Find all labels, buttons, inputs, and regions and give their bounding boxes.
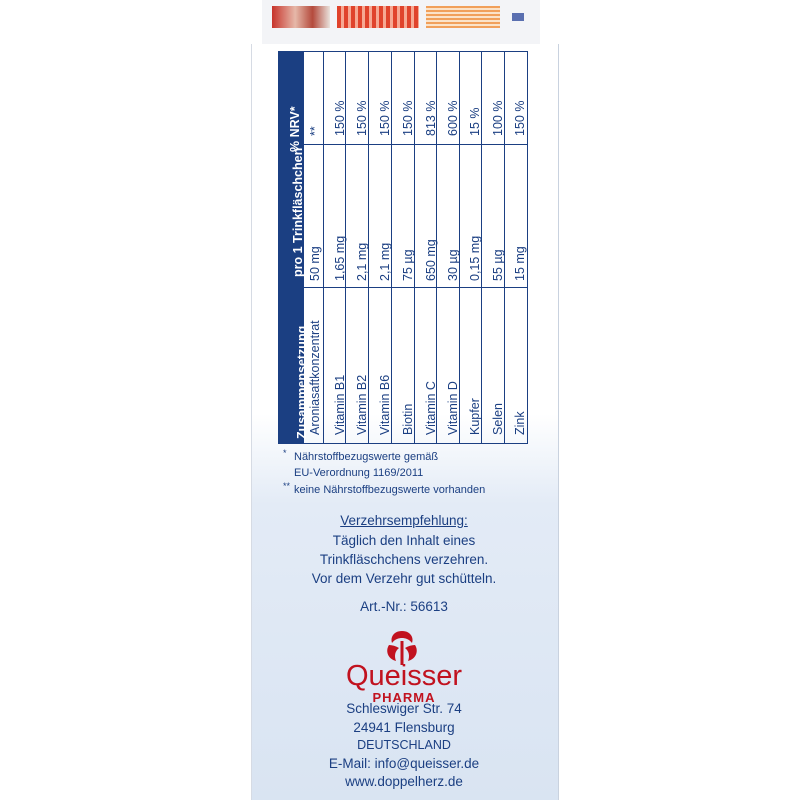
- table-header-nrv: % NRV*: [288, 106, 302, 152]
- footnote-nrv-line2: EU-Verordnung 1169/2011: [294, 467, 424, 479]
- row-nrv: 150 %: [513, 100, 527, 136]
- row-nrv: 150 %: [401, 100, 415, 136]
- recommendation-heading: Verzehrsempfehlung:: [340, 513, 468, 528]
- brand-sub: PHARMA: [372, 690, 436, 705]
- table-header-composition: Zusammensetzung: [295, 325, 309, 439]
- package-top-flap: [262, 0, 540, 45]
- row-amount: 2,1 mg: [378, 242, 392, 281]
- row-amount: 650 mg: [424, 239, 438, 281]
- row-nrv: 150 %: [333, 100, 347, 136]
- table-row-divider: [323, 52, 324, 443]
- row-nrv: 100 %: [491, 100, 505, 136]
- row-nrv: 813 %: [424, 100, 438, 136]
- table-header-amount: pro 1 Trinkfläschchen: [291, 147, 305, 277]
- article-number: Art.-Nr.: 56613: [360, 599, 448, 614]
- row-nutrient-name: Kupfer: [468, 398, 482, 435]
- brand-color-strip: [337, 6, 419, 28]
- row-amount: 2,1 mg: [355, 242, 369, 281]
- row-amount: 75 µg: [401, 249, 415, 281]
- address-country: DEUTSCHLAND: [357, 738, 451, 752]
- row-nutrient-name: Vitamin C: [424, 381, 438, 435]
- row-amount: 15 mg: [513, 246, 527, 281]
- row-nrv: 150 %: [355, 100, 369, 136]
- row-nrv: 150 %: [378, 100, 392, 136]
- orange-text-strip: [426, 6, 500, 28]
- row-nutrient-name: Vitamin B2: [355, 374, 369, 435]
- row-amount: 55 µg: [491, 249, 505, 281]
- row-amount: 0,15 mg: [468, 235, 482, 281]
- address-street: Schleswiger Str. 74: [346, 701, 462, 716]
- row-nrv: 600 %: [446, 100, 460, 136]
- recommendation-line3: Vor dem Verzehr gut schütteln.: [311, 571, 497, 586]
- row-amount: 30 µg: [446, 249, 460, 281]
- row-nutrient-name: Vitamin B1: [333, 374, 347, 435]
- row-nrv: 15 %: [468, 107, 482, 136]
- product-image-strip: [272, 6, 330, 28]
- row-amount: 1,65 mg: [333, 235, 347, 281]
- table-col-divider: [279, 287, 527, 288]
- row-nutrient-name: Biotin: [401, 403, 415, 435]
- row-nutrient-name: Vitamin B6: [378, 374, 392, 435]
- footnote-nrv-line1: Nährstoffbezugswerte gemäß: [294, 451, 439, 463]
- brand-name: Queisser: [345, 660, 463, 692]
- address-city: 24941 Flensburg: [353, 720, 455, 735]
- address-email: E-Mail: info@queisser.de: [328, 756, 480, 771]
- row-nrv: **: [308, 126, 322, 136]
- row-nutrient-name: Zink: [513, 411, 527, 435]
- footnote-double-star: **: [283, 481, 291, 491]
- recommendation-line1: Täglich den Inhalt eines: [332, 533, 476, 548]
- row-nutrient-name: Vitamin D: [446, 381, 460, 435]
- footnote-no-nrv: keine Nährstoffbezugswerte vorhanden: [294, 484, 486, 496]
- row-nutrient-name: Aroniasaftkonzentrat: [308, 320, 322, 435]
- recommendation-line2: Trinkfläschchens verzehren.: [319, 552, 489, 567]
- blue-mark: [512, 13, 524, 21]
- footnote-star: *: [283, 448, 287, 458]
- row-nutrient-name: Selen: [491, 403, 505, 435]
- address-web: www.doppelherz.de: [345, 774, 463, 789]
- row-amount: 50 mg: [308, 246, 322, 281]
